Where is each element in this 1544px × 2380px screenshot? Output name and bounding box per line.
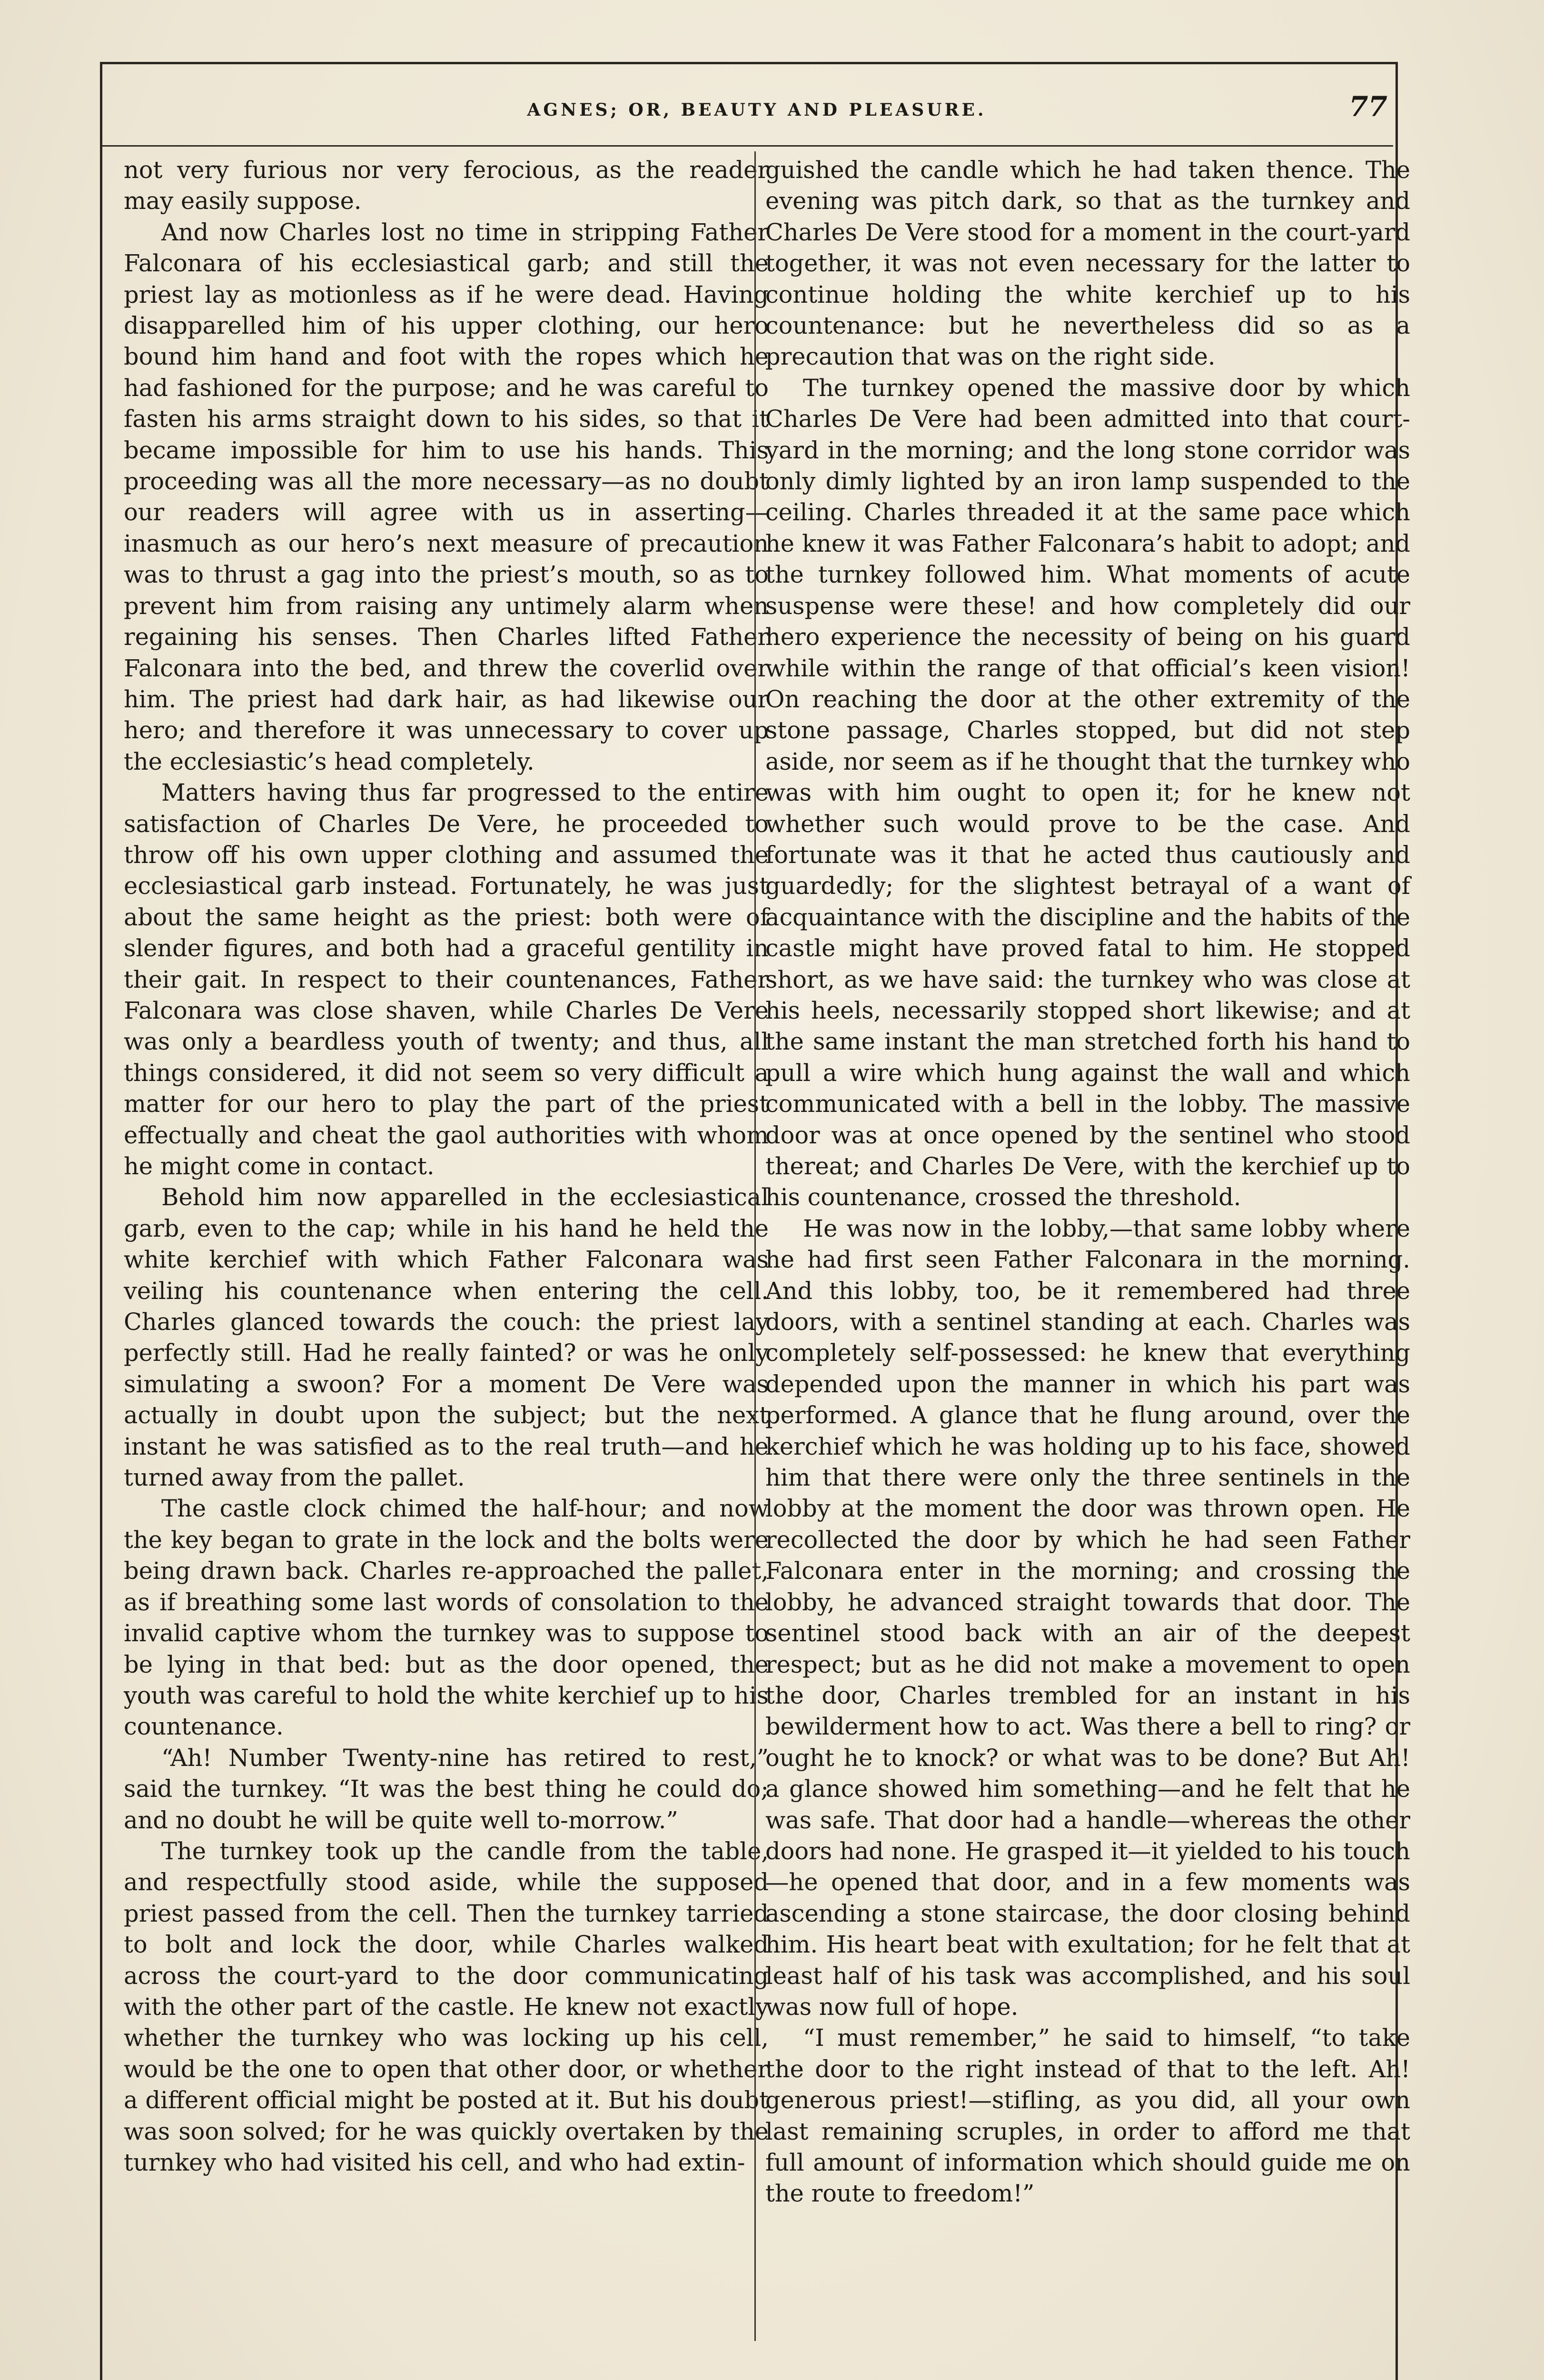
paragraph: “I must remember,” he said to himself, “to take the door to the right instead of that to the left. Ah! generous priest!—stifling, as you did, all your own last remaining scruples, in order to afford me that full amount of information which should guide me on the route to freedom!” (765, 2024, 1410, 2208)
column-divider (754, 151, 756, 2341)
running-title: AGNES; OR, BEAUTY AND PLEASURE. (527, 100, 987, 120)
paragraph: The turnkey took up the candle from the table, and respectfully stood aside, while the supposed priest passed from the cell. Then the turnkey tarried to bolt and lock the door, while Charles walked across the court-yard to the door communicating with the other part of the castle. He knew not exactly whether the turnkey who was locking up his cell, would be the one to open that other door, or whether a different official might be posted at it. But his doubt was soon solved; for he was quickly overtaken by the turnkey who had visited his cell, and who had extin- (124, 1837, 769, 2176)
paragraph: Matters having thus far progressed to the entire satisfaction of Charles De Vere, he proceeded to throw off his own upper clothing and assumed the ecclesiastical garb instead. Fortunately, he was just about the same height as the priest: both were of slender figures, and both had a graceful gentility in their gait. In respect to their countenances, Father Falconara was close shaven, while Charles De Vere was only a beardless youth of twenty; and thus, all things considered, it did not seem so very difficult a matter for our hero to play the part of the priest effectually and cheat the gaol authorities with whom he might come in contact. (124, 779, 769, 1180)
paragraph: And now Charles lost no time in stripping Father Falconara of his ecclesiastical garb; and still the priest lay as motionless as if he were dead. Having disapparelled him of his upper clothing, our hero bound him hand and foot with the ropes which he had fashioned for the purpose; and he was careful to fasten his arms straight down to his sides, so that it became impossible for him to use his hands. This proceeding was all the more necessary—as no doubt our readers will agree with us in asserting—inasmuch as our hero’s next measure of precaution was to thrust a gag into the priest’s mouth, so as to prevent him from raising any untimely alarm when regaining his senses. Then Charles lifted Father Falconara into the bed, and threw the coverlid over him. The priest had dark hair, as had likewise our hero; and therefore it was unnecessary to cover up the ecclesiastic’s head completely. (124, 218, 769, 775)
left-border-rule (100, 62, 102, 2380)
paragraph: Behold him now apparelled in the ecclesiastical garb, even to the cap; while in his hand he held the white kerchief with which Father Falconara was veiling his countenance when entering the cell. Charles glanced towards the couch: the priest lay perfectly still. Had he really fainted? or was he only simulating a swoon? For a moment De Vere was actually in doubt upon the subject; but the next instant he was satisfied as to the real truth—and he turned away from the pallet. (124, 1183, 769, 1492)
left-column (124, 155, 769, 2178)
paragraph: The turnkey opened the massive door by which Charles De Vere had been admitted into that court-yard in the morning; and the long stone corridor was only dimly lighted by an iron lamp suspended to the ceiling. Charles threaded it at the same pace which he knew it was Father Falconara’s habit to adopt; and the turnkey followed him. What moments of acute suspense were these! and how completely did our hero experience the necessity of being on his guard while within the range of that official’s keen vision! On reaching the door at the other extremity of the stone passage, Charles stopped, but did not step aside, nor seem as if he thought that the turnkey who was with him ought to open it; for he knew not whether such would prove to be the case. And fortunate was it that he acted thus cautiously and guardedly; for the slightest betrayal of a want of acquaintance with the discipline and the habits of the castle might have proved fatal to him. He stopped short, as we have said: the turnkey who was close at his heels, necessarily stopped short likewise; and at the same instant the man stretched forth his hand to pull a wire which hung against the wall and which communicated with a bell in the lobby. The massive door was at once opened by the sentinel who stood thereat; and Charles De Vere, with the kerchief up to his countenance, crossed the threshold. (765, 374, 1410, 1211)
paragraph: He was now in the lobby,—that same lobby where he had first seen Father Falconara in the morning. And this lobby, too, be it remembered had three doors, with a sentinel standing at each. Charles was completely self-possessed: he knew that everything depended upon the manner in which his part was performed. A glance that he flung around, over the kerchief which he was holding up to his face, showed him that there were only the three sentinels in the lobby at the moment the door was thrown open. He recollected the door by which he had seen Father Falconara enter in the morning; and crossing the lobby, he advanced straight towards that door. The sentinel stood back with an air of the deepest respect; but as he did not make a movement to open the door, Charles trembled for an instant in his bewilderment how to act. Was there a bell to ring? or ought he to knock? or what was to be done? But Ah! a glance showed him something—and he felt that he was safe. That door had a handle—whereas the other doors had none. He grasped it—it yielded to his touch—he opened that door, and in a few moments was ascending a stone staircase, the door closing behind him. His heart beat with exultation; for he felt that at least half of his task was accomplished, and his soul was now full of hope. (765, 1214, 1410, 2021)
right-column (765, 155, 1410, 2210)
paragraph: not very furious nor very ferocious, as the reader may easily suppose. (124, 156, 769, 215)
header-rule (102, 145, 1393, 147)
page-number: 77 (1349, 90, 1387, 123)
paragraph: guished the candle which he had taken thence. The evening was pitch dark, so that as the turnkey and Charles De Vere stood for a moment in the court-yard together, it was not even necessary for the latter to continue holding the white kerchief up to his countenance: but he nevertheless did so as a precaution that was on the right side. (765, 156, 1410, 371)
paragraph: The castle clock chimed the half-hour; and now the key began to grate in the lock and the bolts were being drawn back. Charles re-approached the pallet, as if breathing some last words of consolation to the invalid captive whom the turnkey was to suppose to be lying in that bed: but as the door opened, the youth was careful to hold the white kerchief up to his countenance. (124, 1495, 769, 1741)
paragraph: “Ah! Number Twenty-nine has retired to rest,” said the turnkey. “It was the best thing he could do; and no doubt he will be quite well to-morrow.” (124, 1744, 769, 1834)
top-border-rule (102, 62, 1397, 64)
